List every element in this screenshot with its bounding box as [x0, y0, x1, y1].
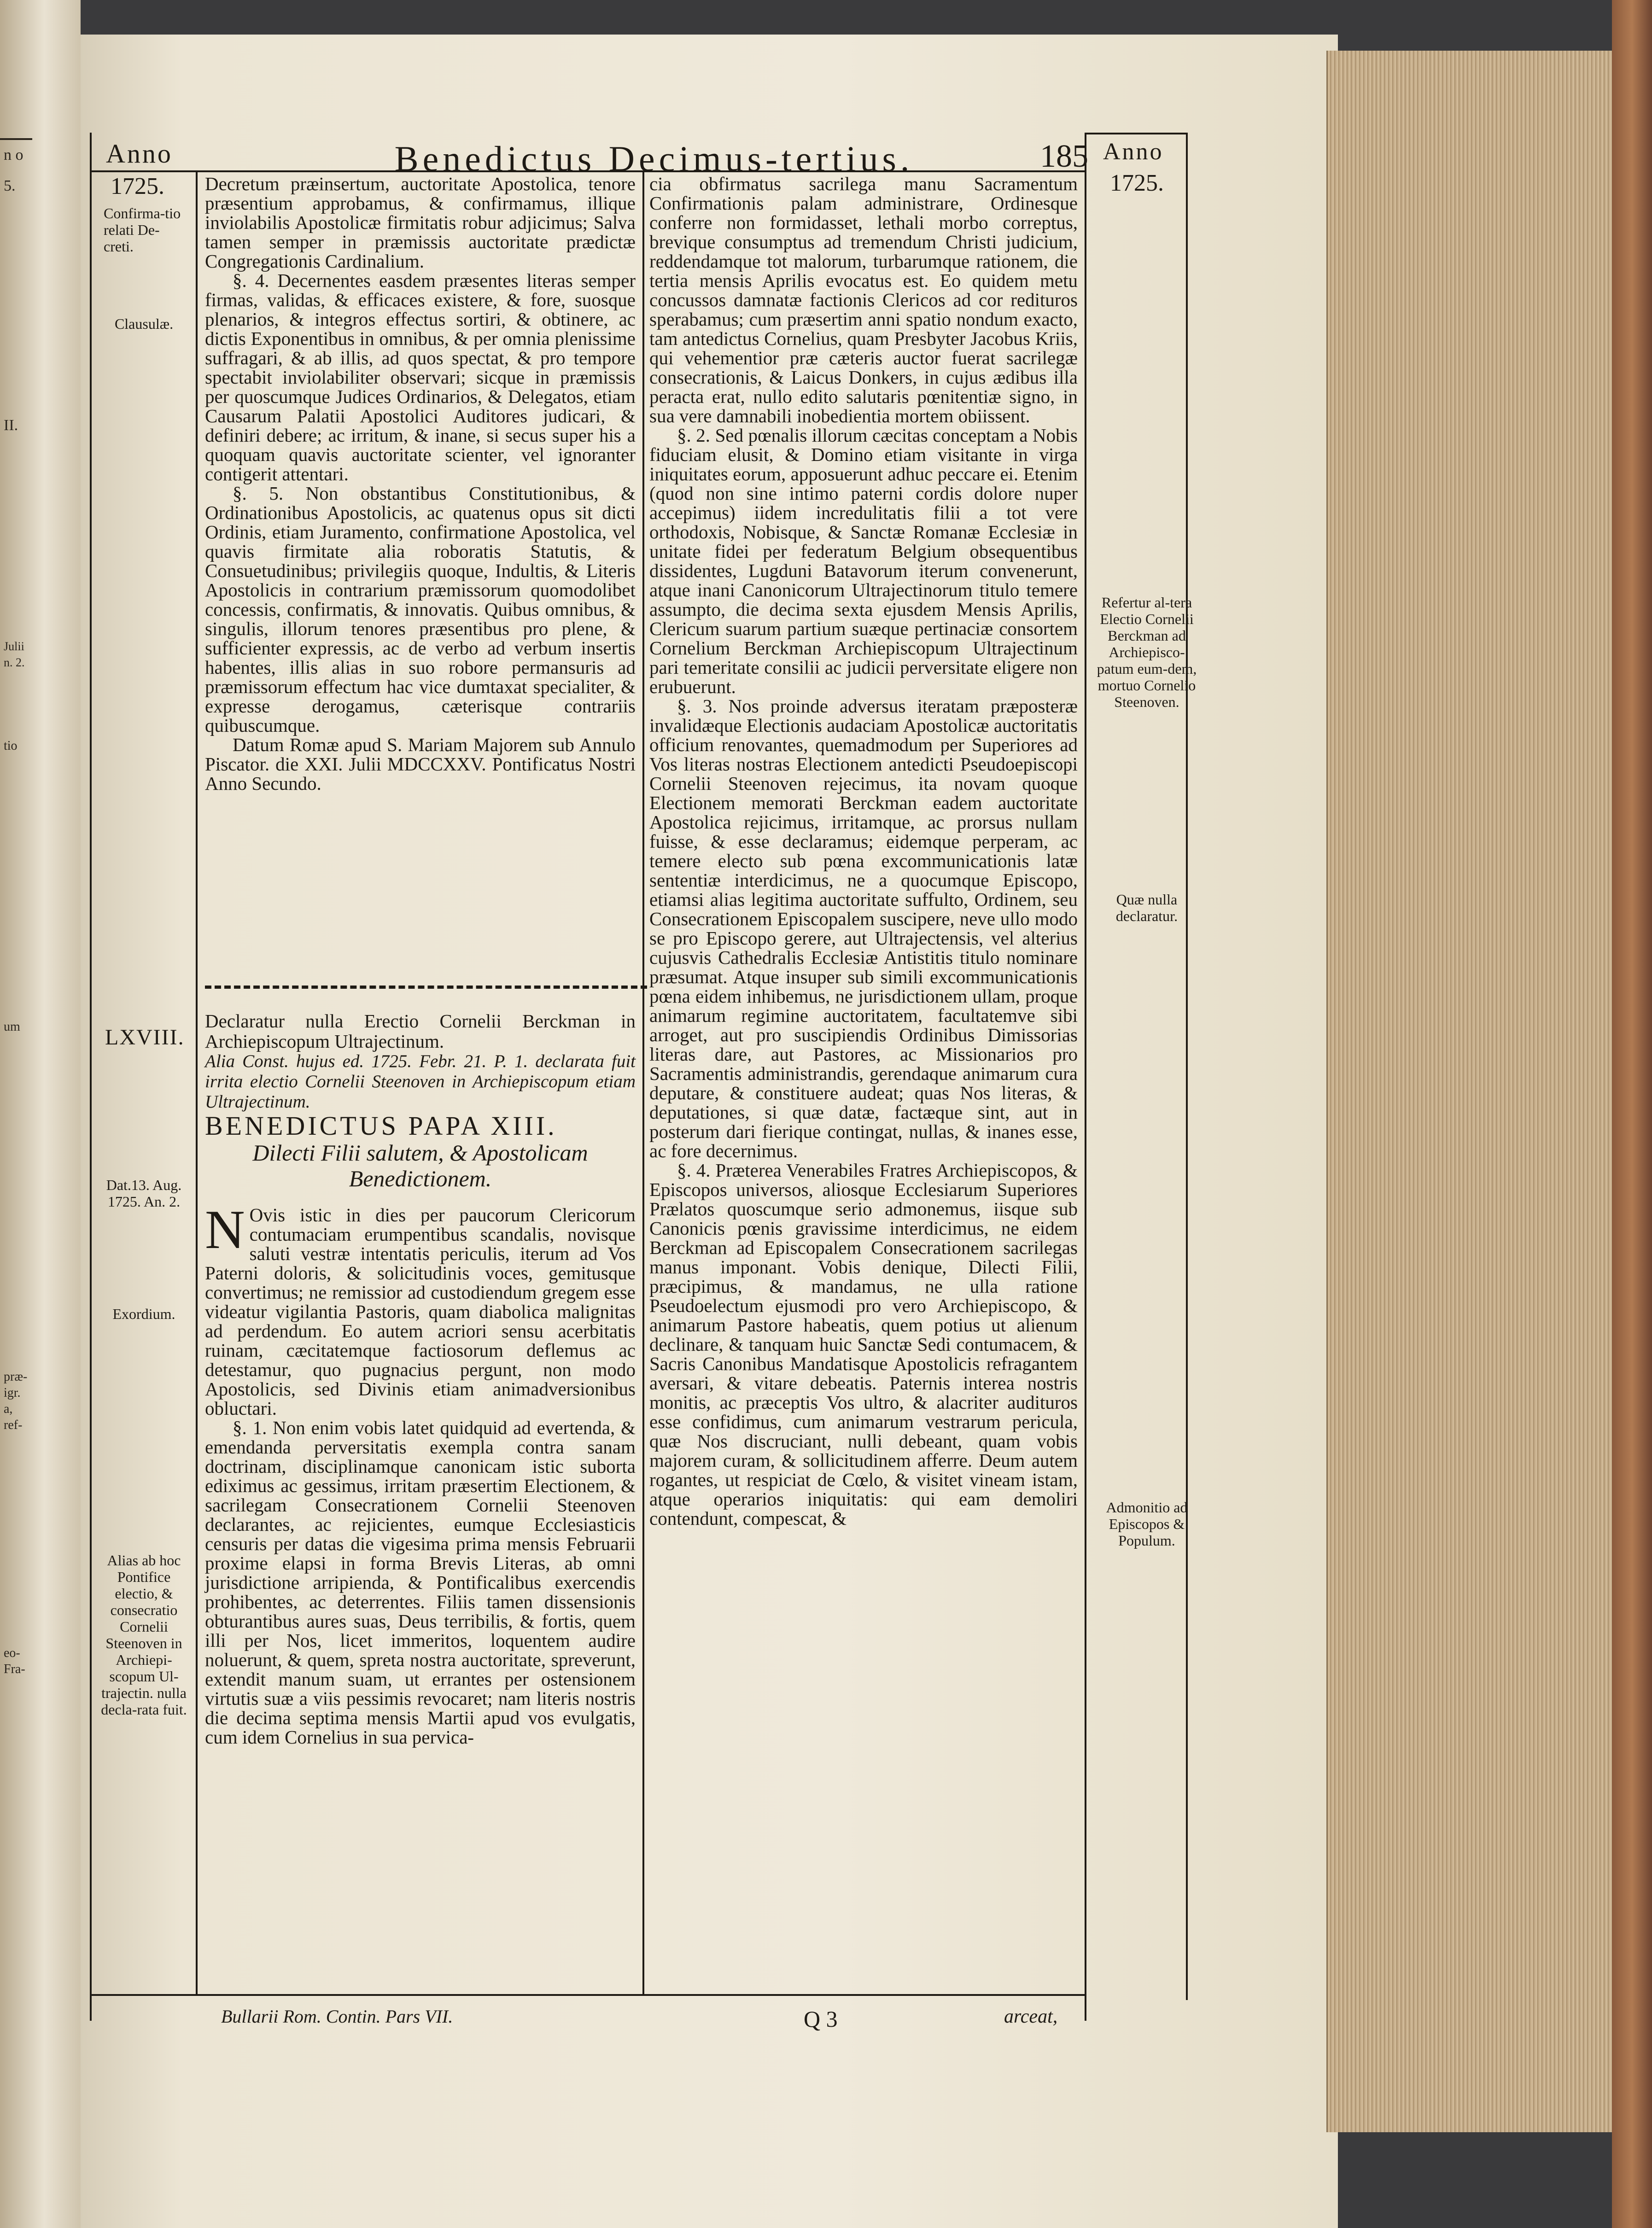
frame-left-rule: [90, 133, 92, 2021]
paragraph: §. 2. Sed pœnalis illorum cæcitas conceptam a Nobis fiduciam elusit, & Domino etiam visitante in virga iniquitates eorum, apposuerunt adhuc peccare ei. Etenim (quod non sine intimo paterni cordis dolore nuper accepimus) iidem incredulitatis filii a tot vere orthodoxis, Nobisque, & Sanctæ Romanæ Ecclesiæ in unitate fidei per federatum Belgium obsequentibus dissidentes, Lugduni Batavorum iterum convenerunt, atque inani Canonicorum Ultrajectinorum titulo temere assumpto, die decima sexta ejusdem Mensis Aprilis, Clericum suarum partium suæque pertinaciæ consortem Cornelium Berckman Archiepiscopum Ultrajectinum pari temeritate consilii ac judicii perversitate eligere non erubuerunt.: [649, 425, 1078, 697]
margin-note-alias: Alias ab hoc Pontifice electio, & consecratio Cornelii Steenoven in Archiepi-scopum Ul-trajectin. nulla decla-rata fuit.: [101, 1552, 187, 1718]
anno-label-right: Anno: [1103, 139, 1164, 165]
left-fragment: tio: [4, 739, 18, 753]
left-fragment: Julii: [4, 640, 24, 653]
footer-gathering: Q 3: [804, 2006, 838, 2032]
margin-note-date: Dat.13. Aug. 1725. An. 2.: [106, 1177, 182, 1210]
rubric-italic: Alia Const. hujus ed. 1725. Febr. 21. P. 1. declarata fuit irrita electio Cornelii Steenoven in Archiepiscopum etiam Ultrajectinum.: [205, 1051, 636, 1112]
left-page-edge: [0, 0, 81, 2228]
left-fragment: um: [4, 1020, 20, 1034]
column-2: [649, 174, 1078, 1528]
left-fragment: ref-: [4, 1418, 23, 1432]
left-fragment: n o: [4, 146, 23, 163]
frame-right-rule: [1186, 133, 1188, 2000]
left-fragment: eo-: [4, 1646, 20, 1660]
papa-heading: BENEDICTUS PAPA XIII.: [205, 1111, 557, 1141]
left-fragment: n. 2.: [4, 656, 25, 669]
header-rule: [90, 170, 1085, 172]
section-number: LXVIII.: [105, 1025, 185, 1050]
paragraph: Ovis istic in dies per paucorum Clericorum contumaciam erumpentibus scandalis, novisque saluti vestræ intentatis periculis, iterum ad Vos Paterni doloris, & solicitudinis voces, gemitusque convertimus; ne remissior ad custodiendum gregem esse videatur vigilantia Pastoris, quam diabolica malignitas ad perdendum. Eo autem acriori sensu acerbitatis ruinam, cæcitatemque factiosorum deflemus ac detestamur, quo pugnacius pergunt, non modo Apostolicis, sed Divinis etiam animadversionibus obluctari.: [205, 1204, 636, 1419]
salutation: Dilecti Filii salutem, & Apostolicam Benedictionem.: [252, 1140, 588, 1191]
margin-right-rule: [1085, 133, 1086, 2021]
footer-catchword: arceat,: [1004, 2006, 1058, 2027]
margin-note-admonitio: Admonitio ad Episcopos & Populum.: [1106, 1499, 1188, 1549]
column-1-bottom: [205, 1011, 636, 1747]
left-fragment: Fra-: [4, 1662, 25, 1676]
paragraph: §. 3. Nos proinde adversus iteratam præposteræ invalidæque Electionis audaciam Apostolicæ auctoritatis officium renovantes, quemadmodum per Superiores ad Vos literas nostras Electionem antedicti Pseudoepiscopi Cornelii Steenoven rejecimus, ita novam quoque Electionem memorati Berckman eadem auctoritate Apostolica rejicimus, irritamque, ac prorsus nullam fuisse, & esse declaramus; eidemque perperam, ac temere electo sub pœna excommunicationis latæ sententiæ interdicimus, ne a quocumque Episcopo, etiamsi alias legitima auctoritate suffulto, Ordinem, seu Consecrationem Episcopalem suscipere, neve ullo modo se pro Episcopo gerere, aut Ultrajectensis, vel alterius cujusvis Cathedralis Ecclesiæ Antistitis titulo nominare præsumat. Atque insuper sub simili excommunicationis pœna eidem inhibemus, ne jurisdictionem ullam, proque animarum regimine auctoritatem, facultatemve sibi arroget, aut pro suscipiendis Ordinibus Dimissorias literas dare, aut Pastores, ac Missionarios pro Sacramentis administrandis, gerendaque animarum cura deputare, & constituere audeat; quas Nos literas, & deputationes, si quæ datæ, factæque sint, aut in posterum dari fierique contingat, nullas, & inanes esse, ac fore decernimus.: [649, 695, 1078, 1161]
footer-rule: [90, 1994, 1085, 1996]
paragraph: §. 5. Non obstantibus Constitutionibus, & Ordinationibus Apostolicis, ac quatenus opus sit dicti Ordinis, etiam Juramento, confirmatione Apostolica, vel quavis firmitate alia roboratis Statutis, & Consuetudinibus; privilegiis quoque, Indultis, & Literis Apostolicis in contrarium præmissorum quomodolibet concessis, confirmatis, & innovatis. Quibus omnibus, & singulis, illorum tenores præsentibus pro plene, & sufficienter expressis, ac de verbo ad verbum insertis habentes, illis alias in suo robore permansuris ad præmissorum effectum hac vice dumtaxat specialiter, & expresse derogamus, cæterisque contrariis quibuscumque.: [205, 483, 636, 736]
paragraph: §. 1. Non enim vobis latet quidquid ad evertenda, & emendanda perversitatis exempla contra sanam doctrinam, disciplinamque canonicam istic suborta ediximus ac gessimus, irritam præsertim Electionem, & sacrilegam Consecrationem Cornelii Steenoven declarantes, ac rejicientes, eumque Ecclesiasticis censuris per datas die vigesima prima mensis Februarii proxime elapsi in forma Brevis Literas, ab omni jurisdictione arripienda, & Pontificalibus exercendis prohibentes, ac deterrentes. Filiis tamen dissensionis obturantibus aures suas, Deus terribilis, & fortis, quem illi per Nos, licet immeritos, loquentem audire noluerunt, & quem, spreta nostra auctoritate, spreverunt, extendit manum suam, ut errantes per ostensionem virtutis suæ a viis pessimis revocaret; nam literis nostris die decima septima mensis Martii apud vos evulgatis, cum idem Cornelius in sua pervica-: [205, 1417, 636, 1748]
left-fragment: a,: [4, 1402, 13, 1416]
rubric: Declaratur nulla Erectio Cornelii Berckman in Archiepiscopum Ultrajectinum.: [205, 1010, 636, 1052]
left-fragment: igr.: [4, 1386, 21, 1400]
footer-signature: Bullarii Rom. Contin. Pars VII.: [221, 2006, 453, 2027]
left-fragment: 5.: [4, 177, 16, 194]
left-fragment: II.: [4, 417, 18, 434]
column-1-top: [205, 174, 636, 793]
anno-label-left: Anno: [106, 139, 173, 169]
frame-top-right-rule: [1085, 133, 1186, 134]
page-edges: [1326, 51, 1623, 2132]
paragraph: cia obfirmatus sacrilega manu Sacramentum Confirmationis palam administrare, Ordinesque conferre non formidasset, lethali morbo correptus, brevique consumptus ad tremendum Christi judicium, reddendamque tot malorum, turbarumque rationem, die tertia mensis Aprilis evocatus est. Eo quidem metu concussos damnatæ factionis Clericos ad cor redituros sperabamus; cum præsertim anni spatio nondum exacto, tam antedictus Cornelius, quam Presbyter Jacobus Kriis, qui vehementior præ cæteris auctor fuerat sacrilegæ consecrationis, & Laicus Donkers, in cujus ædibus illa peracta erat, nullo edito salutaris pœnitentiæ signo, in sua vere damnabili inobedientia mortem obiissent.: [649, 173, 1078, 426]
book-cover: [1612, 0, 1652, 2228]
drop-cap: N: [205, 1199, 245, 1260]
margin-note-quae-nulla: Quæ nulla declaratur.: [1115, 891, 1178, 924]
running-header: Benedictus Decimus-tertius.: [394, 139, 914, 179]
margin-note-exordium: Exordium.: [112, 1306, 175, 1322]
margin-left-rule: [196, 170, 198, 1994]
margin-note-clausulae: Clausulæ.: [114, 315, 174, 332]
year-right: 1725.: [1110, 170, 1164, 196]
column-divider: [642, 170, 644, 1994]
left-fragment: præ-: [4, 1370, 28, 1384]
paragraph: Datum Romæ apud S. Mariam Majorem sub Annulo Piscator. die XXI. Julii MDCCXXV. Pontificatus Nostri Anno Secundo.: [205, 734, 636, 794]
paragraph: §. 4. Decernentes easdem præsentes literas semper firmas, validas, & efficaces existere, & fore, suosque plenarios, & integros effectus sortiri, & obtinere, ac dictis Exponentibus in omnibus, & per omnia plenissime suffragari, & ab illis, ad quos spectat, & pro tempore spectabit inviolabiliter observari; sicque in præmissis per quoscumque Judices Ordinarios, & Delegatos, etiam Causarum Palatii Apostolici Auditores judicari, & definiri debere; ac irritum, & inane, si secus super his a quoquam quavis auctoritate scienter, vel ignoranter contigerit attentari.: [205, 270, 636, 484]
page-number: 185: [1040, 139, 1088, 174]
paragraph: Decretum præinsertum, auctoritate Apostolica, tenore præsentium approbamus, & confirmamus, illique inviolabilis Apostolicæ firmitatis robur adjicimus; Salva tamen semper in præmissis auctoritate prædictæ Congregationis Cardinalium.: [205, 173, 636, 272]
paragraph: §. 4. Præterea Venerabiles Fratres Archiepiscopos, & Episcopos universos, aliosque Ecclesiarum Superiores Prælatos quoscumque serio admonemus, iisque sub Canonicis pœnis gravissime interdicimus, ne eidem Berckman ad Episcopalem Consecrationem sacrilegas manus imponant. Vobis denique, Dilecti Filii, præcipimus, & mandamus, ne ulla ratione Pseudoelectum ejusmodi pro vero Archiepiscopo, & animarum Pastore habeatis, quem potius ut alienum declinare, & tanquam huic Sanctæ Sedi contumacem, & Sacris Canonibus Mandatisque Apostolicis refragantem aversari, & vitare debeatis. Paternis interea nostris monitis, ac præceptis Vos ultro, & alacriter audituros esse confidimus, cum animarum vestrarum pericula, quæ Nos discruciant, nulli debeant, quam vobis majorem curam, & sollicitudinem afferre. Deum autem rogantes, ut respiciat de Cœlo, & visitet vineam istam, atque operarios iniquitatis: qui eam demoliri contendunt, compescat, &: [649, 1160, 1078, 1529]
margin-note-confirmatio: Confirma-tio relati De-creti.: [104, 205, 181, 255]
year-left: 1725.: [111, 173, 164, 199]
margin-note-refertur: Refertur al-tera Electio Cornelii Berckman ad Archiepisco-patum eum-dem, mortuo Cornelio Steenoven.: [1097, 594, 1197, 710]
section-divider: [205, 986, 647, 989]
left-page-rule: [0, 138, 32, 140]
